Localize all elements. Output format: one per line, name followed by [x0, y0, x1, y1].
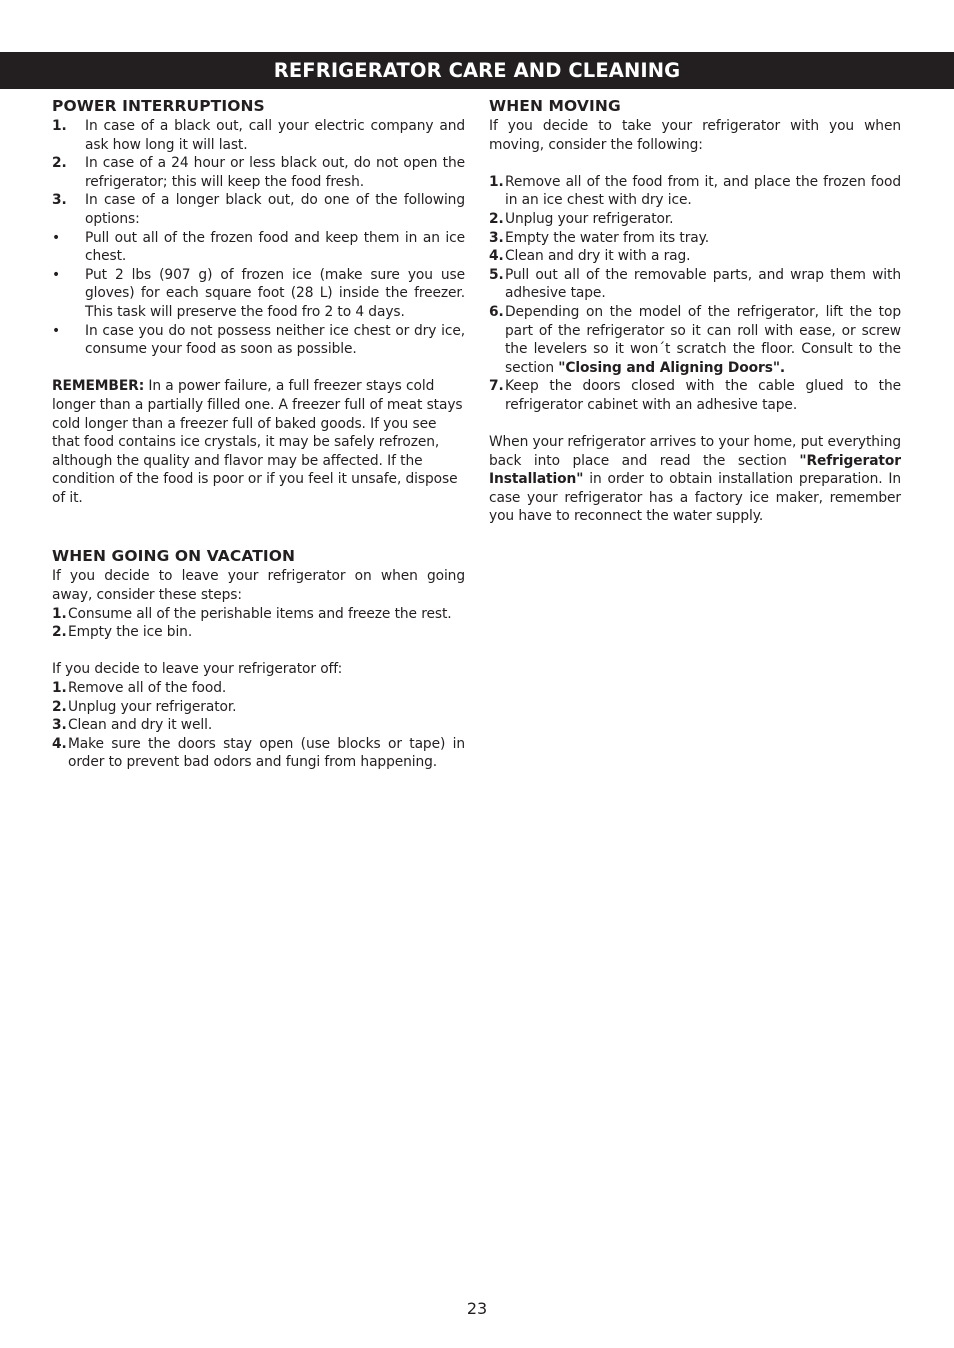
list-number: 1. [489, 173, 504, 190]
moving-heading: WHEN MOVING [489, 97, 621, 115]
page-title-banner [0, 52, 954, 89]
list-text: Clean and dry it with a rag. [505, 248, 691, 265]
moving-item-1 [489, 173, 901, 210]
list-text: Pull out all of the frozen food and keep them in an ice chest. [85, 229, 465, 265]
closing-text-post: in order to obtain installation preparation. In case your refrigerator has a factory ice maker, remember you have to reconnect the water supply. [489, 471, 901, 525]
list-text [505, 303, 901, 377]
vacation-off-item-1 [52, 679, 465, 698]
vacation-intro: If you decide to leave your refrigerator on when going away, consider these steps: [52, 568, 465, 604]
moving-intro: If you decide to take your refrigerator with you when moving, consider the following: [489, 118, 901, 153]
list-text: Make sure the doors stay open (use blocks or tape) in order to prevent bad odors and fungi from happening. [68, 735, 465, 771]
vacation-off-intro: If you decide to leave your refrigerator off: [52, 661, 343, 678]
power-interruptions-heading: POWER INTERRUPTIONS [52, 97, 265, 115]
moving-item-3 [489, 229, 901, 248]
power-bullet-1 [52, 229, 465, 266]
list-text: Remove all of the food from it, and place the frozen food in an ice chest with dry ice. [505, 173, 901, 209]
power-item-1 [52, 117, 465, 154]
list-text: Keep the doors closed with the cable glued to the refrigerator cabinet with an adhesive tape. [505, 378, 901, 413]
list-number: 2. [489, 210, 504, 227]
power-item-2 [52, 154, 465, 191]
list-text: Consume all of the perishable items and freeze the rest. [68, 605, 452, 622]
list-number: 5. [489, 266, 504, 283]
power-bullet-3 [52, 322, 465, 359]
list-number: 3. [489, 229, 504, 246]
moving-item-6 [489, 303, 901, 377]
remember-paragraph [52, 377, 465, 507]
power-bullet-2 [52, 266, 465, 322]
list-text: Put 2 lbs (907 g) of frozen ice (make sure you use gloves) for each square foot (28 L) inside the freezer. This task will preserve the food fro 2 to 4 days. [85, 266, 465, 320]
vacation-off-item-2 [52, 698, 465, 717]
list-number: 1. [52, 680, 67, 697]
list-text-main: Depending on the model of the refrigerator, lift the top part of the refrigerator so it can roll with ease, or screw the levelers so it won´t scratch the floor. Consult to the section [505, 303, 901, 376]
power-item-3 [52, 191, 465, 228]
vacation-on-item-1 [52, 605, 465, 624]
vacation-on-item-2 [52, 623, 465, 642]
bullet-icon: • [52, 229, 61, 246]
list-number: 3. [52, 192, 67, 209]
bullet-icon: • [52, 266, 61, 283]
list-text: Unplug your refrigerator. [68, 698, 237, 715]
list-text: In case of a longer black out, do one of the following options: [85, 192, 465, 227]
moving-item-7 [489, 377, 901, 414]
list-number: 6. [489, 303, 504, 320]
moving-closing-paragraph [489, 433, 901, 526]
list-number: 7. [489, 378, 504, 395]
list-text: Pull out all of the removable parts, and wrap them with adhesive tape. [505, 266, 901, 302]
list-text: Remove all of the food. [68, 680, 227, 697]
list-number: 1. [52, 605, 67, 622]
closing-text-pre: When your refrigerator arrives to your home, put everything back into place and read the section [489, 434, 901, 469]
moving-item-4 [489, 247, 901, 266]
moving-item-5 [489, 266, 901, 303]
list-number: 2. [52, 698, 67, 715]
vacation-heading: WHEN GOING ON VACATION [52, 547, 296, 566]
refrigerator-installation-ref: "Refrigerator Installation" [489, 452, 901, 488]
list-number: 2. [52, 624, 67, 641]
list-number: 3. [52, 717, 67, 734]
closing-aligning-doors-ref: "Closing and Aligning Doors". [558, 359, 786, 376]
list-text: In case you do not possess neither ice chest or dry ice, consume your food as soon as possible. [85, 322, 465, 358]
right-column [489, 96, 901, 526]
list-text: Empty the ice bin. [68, 624, 193, 641]
list-number: 2. [52, 155, 67, 172]
remember-label: REMEMBER: [52, 378, 145, 395]
moving-item-2 [489, 210, 901, 229]
list-number: 4. [52, 735, 67, 752]
list-text: Clean and dry it well. [68, 717, 213, 734]
list-number: 1. [52, 118, 67, 134]
left-column [52, 96, 465, 772]
list-text: Unplug your refrigerator. [505, 210, 674, 227]
vacation-off-item-3 [52, 716, 465, 735]
page-title: REFRIGERATOR CARE AND CLEANING [273, 59, 681, 82]
remember-text: In a power failure, a full freezer stays cold longer than a partially filled one. A freezer full of meat stays cold longer than a freezer full of baked goods. If you see that food contains ice crystals, it may be safely refrozen, although the quality and flavor may be affected. If the condition of the food is poor or if you feel it unsafe, dispose of it. [52, 378, 463, 506]
page-number: 23 [466, 1299, 488, 1318]
list-text: In case of a 24 hour or less black out, do not open the refrigerator; this will keep the food fresh. [85, 155, 465, 190]
vacation-off-item-4 [52, 735, 465, 772]
list-text: In case of a black out, call your electric company and ask how long it will last. [85, 118, 465, 153]
list-text: Empty the water from its tray. [505, 229, 710, 246]
bullet-icon: • [52, 322, 61, 339]
list-number: 4. [489, 248, 504, 265]
